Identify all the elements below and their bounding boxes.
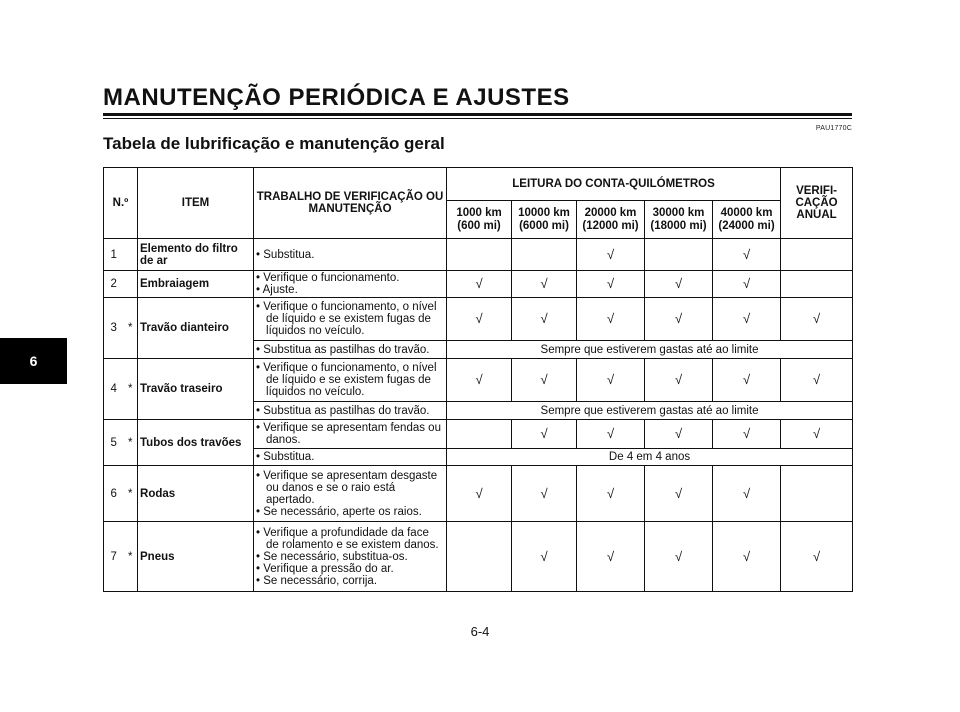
interval-header: 1000 km (600 mi) (447, 201, 512, 239)
check-mark: √ (781, 298, 853, 341)
check-mark: √ (781, 420, 853, 449)
check-mark: √ (781, 522, 853, 592)
chapter-tab: 6 (0, 338, 67, 384)
check-mark: √ (713, 466, 781, 522)
header-work: TRABALHO DE VERIFICAÇÃO OU MANUTENÇÃO (254, 168, 447, 239)
check-mark: √ (645, 466, 713, 522)
check-mark: √ (577, 420, 645, 449)
table-row: 3 * Travão dianteiro • Verifique o funcionamento, o nível de líquido e se existem fugas de líquidos no veículo. √ √ √ √ √ √ (104, 298, 853, 341)
interval-note: Sempre que estiverem gastas até ao limite (447, 402, 853, 420)
work-description: • Verifique se apresentam desgaste ou danos e se o raio está apertado. • Se necessário, aperte os raios. (254, 466, 447, 522)
interval-header: 10000 km (6000 mi) (512, 201, 577, 239)
item-name: Tubos dos travões (138, 420, 254, 466)
check-mark: √ (512, 420, 577, 449)
check-mark: √ (577, 466, 645, 522)
check-mark: √ (781, 359, 853, 402)
header-no: N.º (104, 168, 138, 239)
check-mark: √ (645, 271, 713, 298)
check-mark: √ (512, 271, 577, 298)
check-mark: √ (713, 298, 781, 341)
page-number: 6-4 (470, 624, 490, 639)
interval-note: Sempre que estiverem gastas até ao limite (447, 341, 853, 359)
check-mark: √ (713, 420, 781, 449)
check-mark: √ (577, 298, 645, 341)
table-row: 1 Elemento do filtro de ar • Substitua. √ √ (104, 239, 853, 271)
check-mark: √ (645, 522, 713, 592)
section-title: Tabela de lubrificação e manutenção geral (103, 134, 445, 153)
check-mark: √ (713, 271, 781, 298)
check-mark: √ (645, 420, 713, 449)
work-description: • Verifique a profundidade da face de rolamento e se existem danos. • Se necessário, substitua-os. • Verifique a pressão do ar. • Se necessário, corrija. (254, 522, 447, 592)
item-name: Pneus (138, 522, 254, 592)
check-mark: √ (447, 271, 512, 298)
item-name: Elemento do filtro de ar (138, 239, 254, 271)
check-mark: √ (447, 298, 512, 341)
check-mark: √ (447, 359, 512, 402)
interval-header: 40000 km (24000 mi) (713, 201, 781, 239)
title-rule (103, 113, 852, 116)
maintenance-table (103, 167, 853, 592)
table-row: 6 * Rodas • Verifique se apresentam desgaste ou danos e se o raio está apertado. • Se necessário, aperte os raios. √ √ √ √ √ (104, 466, 853, 522)
check-mark: √ (713, 522, 781, 592)
work-description: • Verifique se apresentam fendas ou danos. (254, 420, 447, 449)
item-name: Travão traseiro (138, 359, 254, 420)
header-annual: VERIFI-CAÇÃO ANUAL (781, 168, 853, 239)
work-description: • Verifique o funcionamento, o nível de líquido e se existem fugas de líquidos no veículo. (254, 298, 447, 341)
interval-note: De 4 em 4 anos (447, 449, 853, 466)
check-mark: √ (512, 466, 577, 522)
check-mark: √ (447, 466, 512, 522)
header-odometer: LEITURA DO CONTA-QUILÓMETROS (447, 168, 781, 201)
check-mark: √ (577, 239, 645, 271)
check-mark: √ (713, 359, 781, 402)
item-name: Travão dianteiro (138, 298, 254, 359)
work-description: • Substitua. (254, 239, 447, 271)
title-rule-thin (103, 118, 852, 119)
reference-code: PAU1770C (815, 125, 852, 132)
work-description: • Verifique o funcionamento, o nível de líquido e se existem fugas de líquidos no veículo. (254, 359, 447, 402)
check-mark: √ (512, 298, 577, 341)
check-mark: √ (577, 522, 645, 592)
check-mark: √ (512, 359, 577, 402)
work-description: • Verifique o funcionamento. • Ajuste. (254, 271, 447, 298)
check-mark: √ (512, 522, 577, 592)
check-mark: √ (577, 271, 645, 298)
chapter-title: MANUTENÇÃO PERIÓDICA E AJUSTES (103, 84, 570, 111)
table-row: 7 * Pneus • Verifique a profundidade da face de rolamento e se existem danos. • Se necessário, substitua-os. • Verifique a pressão do ar. • Se necessário, corrija. √ √ √ √ √ (104, 522, 853, 592)
work-description: • Substitua as pastilhas do travão. (254, 402, 447, 420)
interval-header: 30000 km (18000 mi) (645, 201, 713, 239)
item-name: Embraiagem (138, 271, 254, 298)
check-mark: √ (577, 359, 645, 402)
item-name: Rodas (138, 466, 254, 522)
check-mark: √ (645, 298, 713, 341)
table-row: 2 Embraiagem • Verifique o funcionamento. • Ajuste. √ √ √ √ √ (104, 271, 853, 298)
work-description: • Substitua. (254, 449, 447, 466)
table-row: 5 * Tubos dos travões • Verifique se apresentam fendas ou danos. √ √ √ √ √ (104, 420, 853, 449)
work-description: • Substitua as pastilhas do travão. (254, 341, 447, 359)
check-mark: √ (713, 239, 781, 271)
check-mark: √ (645, 359, 713, 402)
header-item: ITEM (138, 168, 254, 239)
interval-header: 20000 km (12000 mi) (577, 201, 645, 239)
table-row: 4 * Travão traseiro • Verifique o funcionamento, o nível de líquido e se existem fugas de líquidos no veículo. √ √ √ √ √ √ (104, 359, 853, 402)
